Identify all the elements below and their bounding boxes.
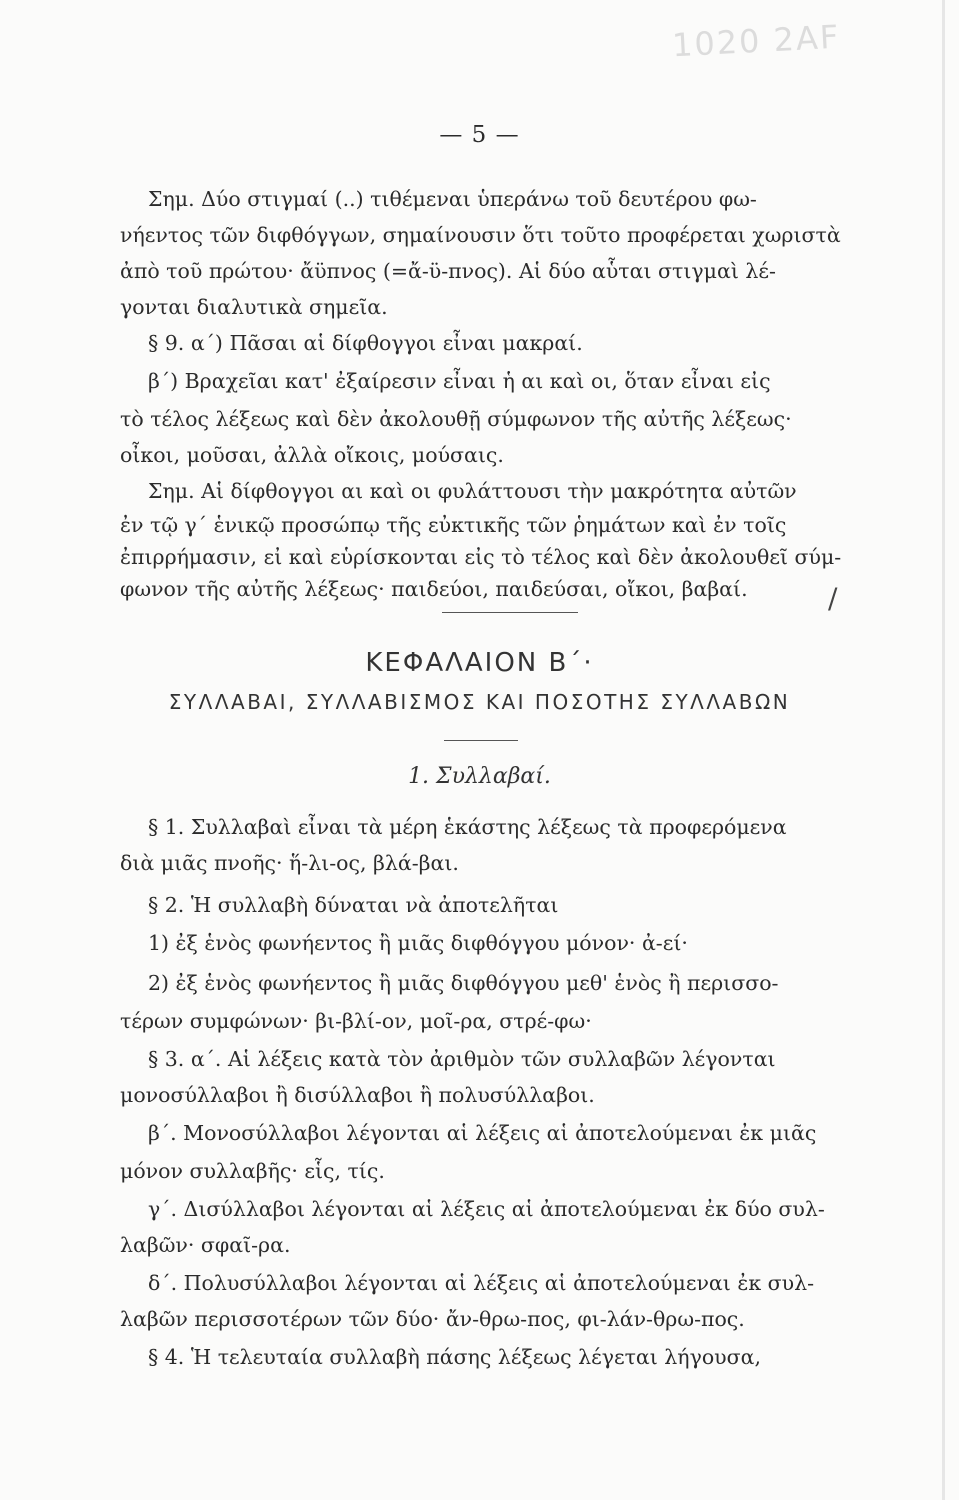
pencil-mark: / [828, 582, 838, 615]
book-page: 1020 2AF — 5 — Σημ. Δύο στιγμαί (..) τιθέμεναι ὑπεράνω τοῦ δευτέρου φω- νήεντος τῶν διφθόγγων, σημαίνουσιν ὅτι τοῦτο προφέρεται χωριστὰ ἀπὸ τοῦ πρώτου· ἄϋπνος (=ἄ-ϋ-πνος). Αἱ δύο αὗται στιγμαὶ λέ- γονται διαλυτικὰ σημεῖα. § 9. α΄) Πᾶσαι αἱ δίφθογγοι εἶναι μακραί. β΄) Βραχεῖαι κατ' ἐξαίρεσιν εἶναι ἡ αι καὶ οι, ὅταν εἶναι εἰς τὸ τέλος λέξεως καὶ δὲν ἀκολουθῇ σύμφωνον τῆς αὐτῆς λέξεως· οἶκοι, μοῦσαι, ἀλλὰ οἴκοις, μούσαις. Σημ. Αἱ δίφθογγοι αι καὶ οι φυλάττουσι τὴν μακρότητα αὐτῶν ἐν τῷ γ΄ ἑνικῷ προσώπῳ τῆς εὐκτικῆς τῶν ῥημάτων καὶ ἐν τοῖς ἐπιρρήμασιν, εἰ καὶ εὑρίσκονται εἰς τὸ τέλος καὶ δὲν ἀκολουθεῖ σύμ- φωνον τῆς αὐτῆς λέξεως· παιδεύοι, παιδεύσαι, οἴκοι, βαβαί. / ΚΕΦΑΛΑΙΟΝ Β΄· ΣΥΛΛΑΒΑΙ, ΣΥΛΛΑΒΙΣΜΟΣ ΚΑΙ ΠΟΣΟΤΗΣ ΣΥΛΛΑΒΩΝ 1. Συλλαβαί. § 1. Συλλαβαὶ εἶναι τὰ μέρη ἑκάστης λέξεως τὰ προφερόμενα διὰ μιᾶς πνοῆς· ἥ-λι-ος, βλά-βαι. § 2. Ἡ συλλαβὴ δύναται νὰ ἀποτελῆται 1) ἐξ ἑνὸς φωνήεντος ἢ μιᾶς διφθόγγου μόνον· ἀ-εί· 2) ἐξ ἑνὸς φωνήεντος ἢ μιᾶς διφθόγγου μεθ' ἑνὸς ἢ περισσο- τέρων συμφώνων· βι-βλί-ον, μοῖ-ρα, στρέ-φω· § 3. α΄. Αἱ λέξεις κατὰ τὸν ἀριθμὸν τῶν συλλαβῶν λέγονται μονοσύλλαβοι ἢ δισύλλαβοι ἢ πολυσύλλαβοι. β΄. Μονοσύλλαβοι λέγονται αἱ λέξεις αἱ ἀποτελούμεναι ἐκ μιᾶς μόνον συλλαβῆς· εἷς, τίς. γ΄. Δισύλλαβοι λέγονται αἱ λέξεις αἱ ἀποτελούμεναι ἐκ δύο συλ- λαβῶν· σφαῖ-ρα. δ΄. Πολυσύλλαβοι λέγονται αἱ λέξεις αἱ ἀποτελούμεναι ἐκ συλ- λαβῶν περισσοτέρων τῶν δύο· ἄν-θρω-πος, φι-λάν-θρω-πος. § 4. Ἡ τελευταία συλλαβὴ πάσης λέξεως λέγεται λήγουσα, [0, 0, 959, 1500]
handwritten-note: 1020 2AF [671, 17, 842, 65]
divider-rule [444, 740, 518, 741]
page-number: — 5 — [439, 122, 520, 148]
page-edge-shadow [942, 0, 945, 1500]
chapter-subtitle: ΣΥΛΛΑΒΑΙ, ΣΥΛΛΑΒΙΣΜΟΣ ΚΑΙ ΠΟΣΟΤΗΣ ΣΥΛΛΑΒΩΝ [168, 690, 791, 714]
divider-rule [442, 612, 578, 613]
section-title: 1. Συλλαβαί. [408, 764, 551, 789]
chapter-title: ΚΕΦΑΛΑΙΟΝ Β΄· [365, 648, 594, 678]
